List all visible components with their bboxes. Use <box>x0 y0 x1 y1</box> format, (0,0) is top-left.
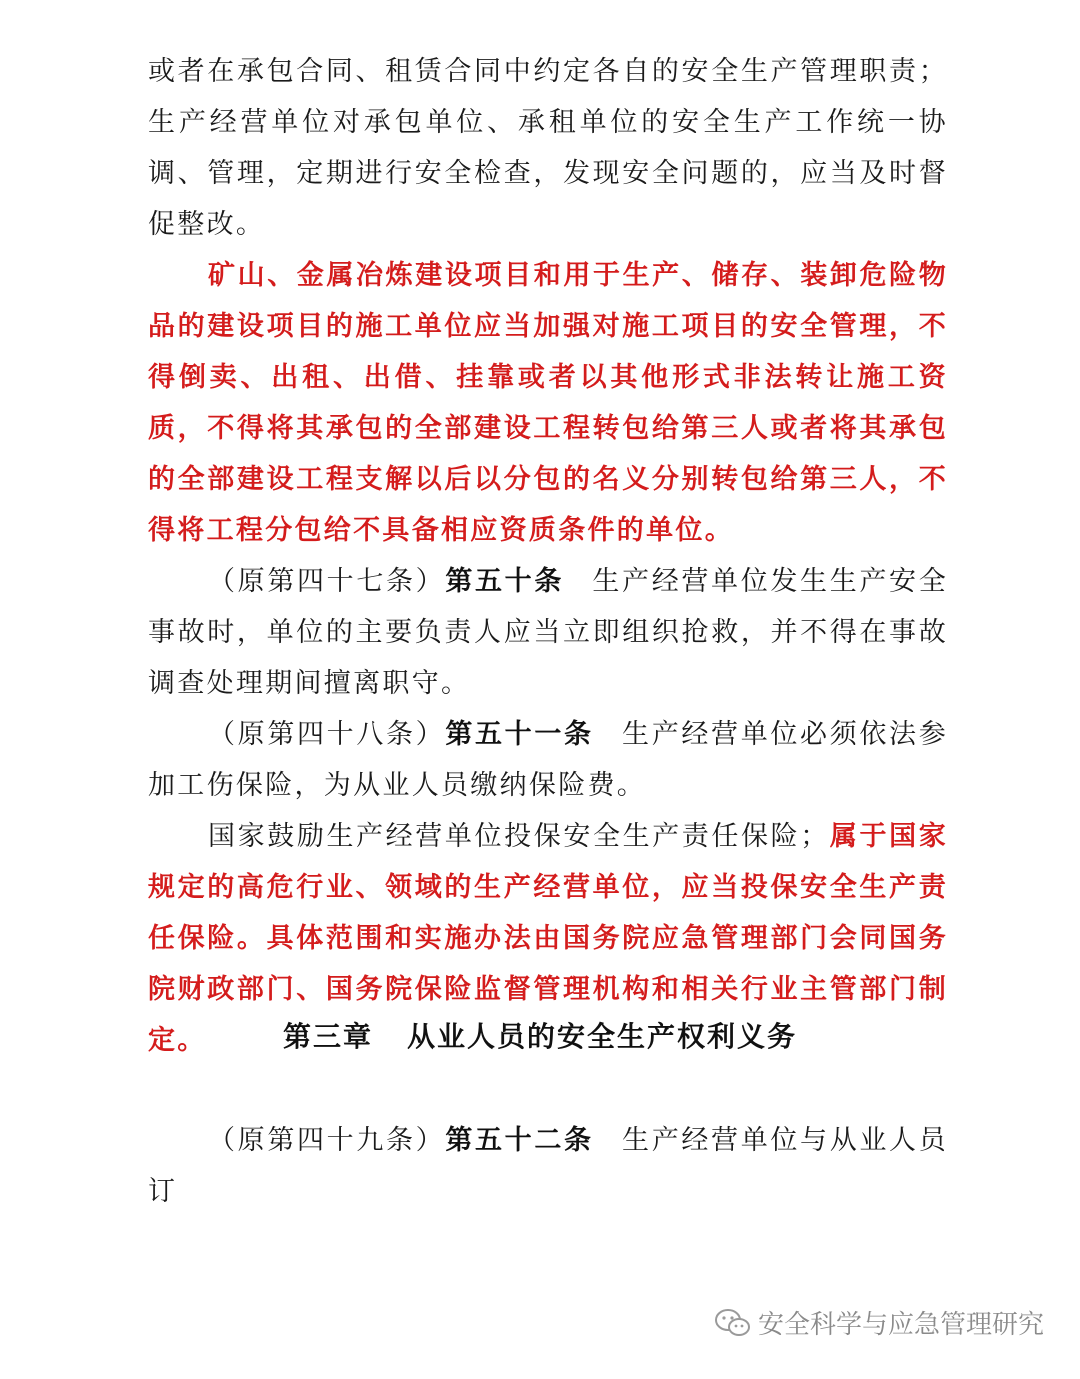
article-50-title: 第五十条 <box>445 566 564 597</box>
paragraph-article-52 <box>148 1115 948 1217</box>
article-50-body: 生产经营单位发生生产安全事故时，单位的主要负责人应当立即组织抢救，并不得在事故调查处理期间擅离职守。 <box>148 566 948 699</box>
chapter-heading <box>0 1015 1080 1055</box>
article-52-title: 第五十二条 <box>445 1125 594 1156</box>
watermark-text: 安全科学与应急管理研究 <box>757 1310 1044 1340</box>
paragraph-contract-duties: 或者在承包合同、租赁合同中约定各自的安全生产管理职责；生产经营单位对承包单位、承租单位的安全生产工作统一协调、管理，定期进行安全检查，发现安全问题的，应当及时督促整改。 <box>148 56 948 240</box>
chapter-number: 第三章 <box>282 1020 373 1053</box>
paragraph-article-51 <box>148 709 948 811</box>
article-51-original-ref: （原第四十八条） <box>208 719 446 750</box>
article-52-body: 生产经营单位与从业人员订 <box>148 1125 948 1207</box>
watermark <box>714 1304 1044 1341</box>
chapter-title: 从业人员的安全生产权利义务 <box>407 1020 798 1053</box>
insurance-normal-text: 国家鼓励生产经营单位投保安全生产责任保险； <box>208 821 830 852</box>
insurance-red-text: 属于国家规定的高危行业、领域的生产经营单位，应当投保安全生产责任保险。具体范围和实施办法由国务院应急管理部门会同国务院财政部门、国务院保险监督管理机构和相关行业主管部门制定。 <box>148 821 948 1056</box>
article-51-body: 生产经营单位必须依法参加工伤保险，为从业人员缴纳保险费。 <box>148 719 948 801</box>
document-body <box>148 46 948 1066</box>
article-52-original-ref: （原第四十九条） <box>208 1125 446 1156</box>
paragraph-construction-units: 矿山、金属冶炼建设项目和用于生产、储存、装卸危险物品的建设项目的施工单位应当加强对施工项目的安全管理，不得倒卖、出租、出借、挂靠或者以其他形式非法转让施工资质，不得将其承包的全部建设工程转包给第三人或者将其承包的全部建设工程支解以后以分包的名义分别转包给第三人，不得将工程分包给不具备相应资质条件的单位。 <box>148 260 948 546</box>
article-50-original-ref: （原第四十七条） <box>208 566 446 597</box>
article-51-title: 第五十一条 <box>445 719 594 750</box>
paragraph-article-50 <box>148 556 948 709</box>
wechat-icon <box>714 1307 752 1339</box>
